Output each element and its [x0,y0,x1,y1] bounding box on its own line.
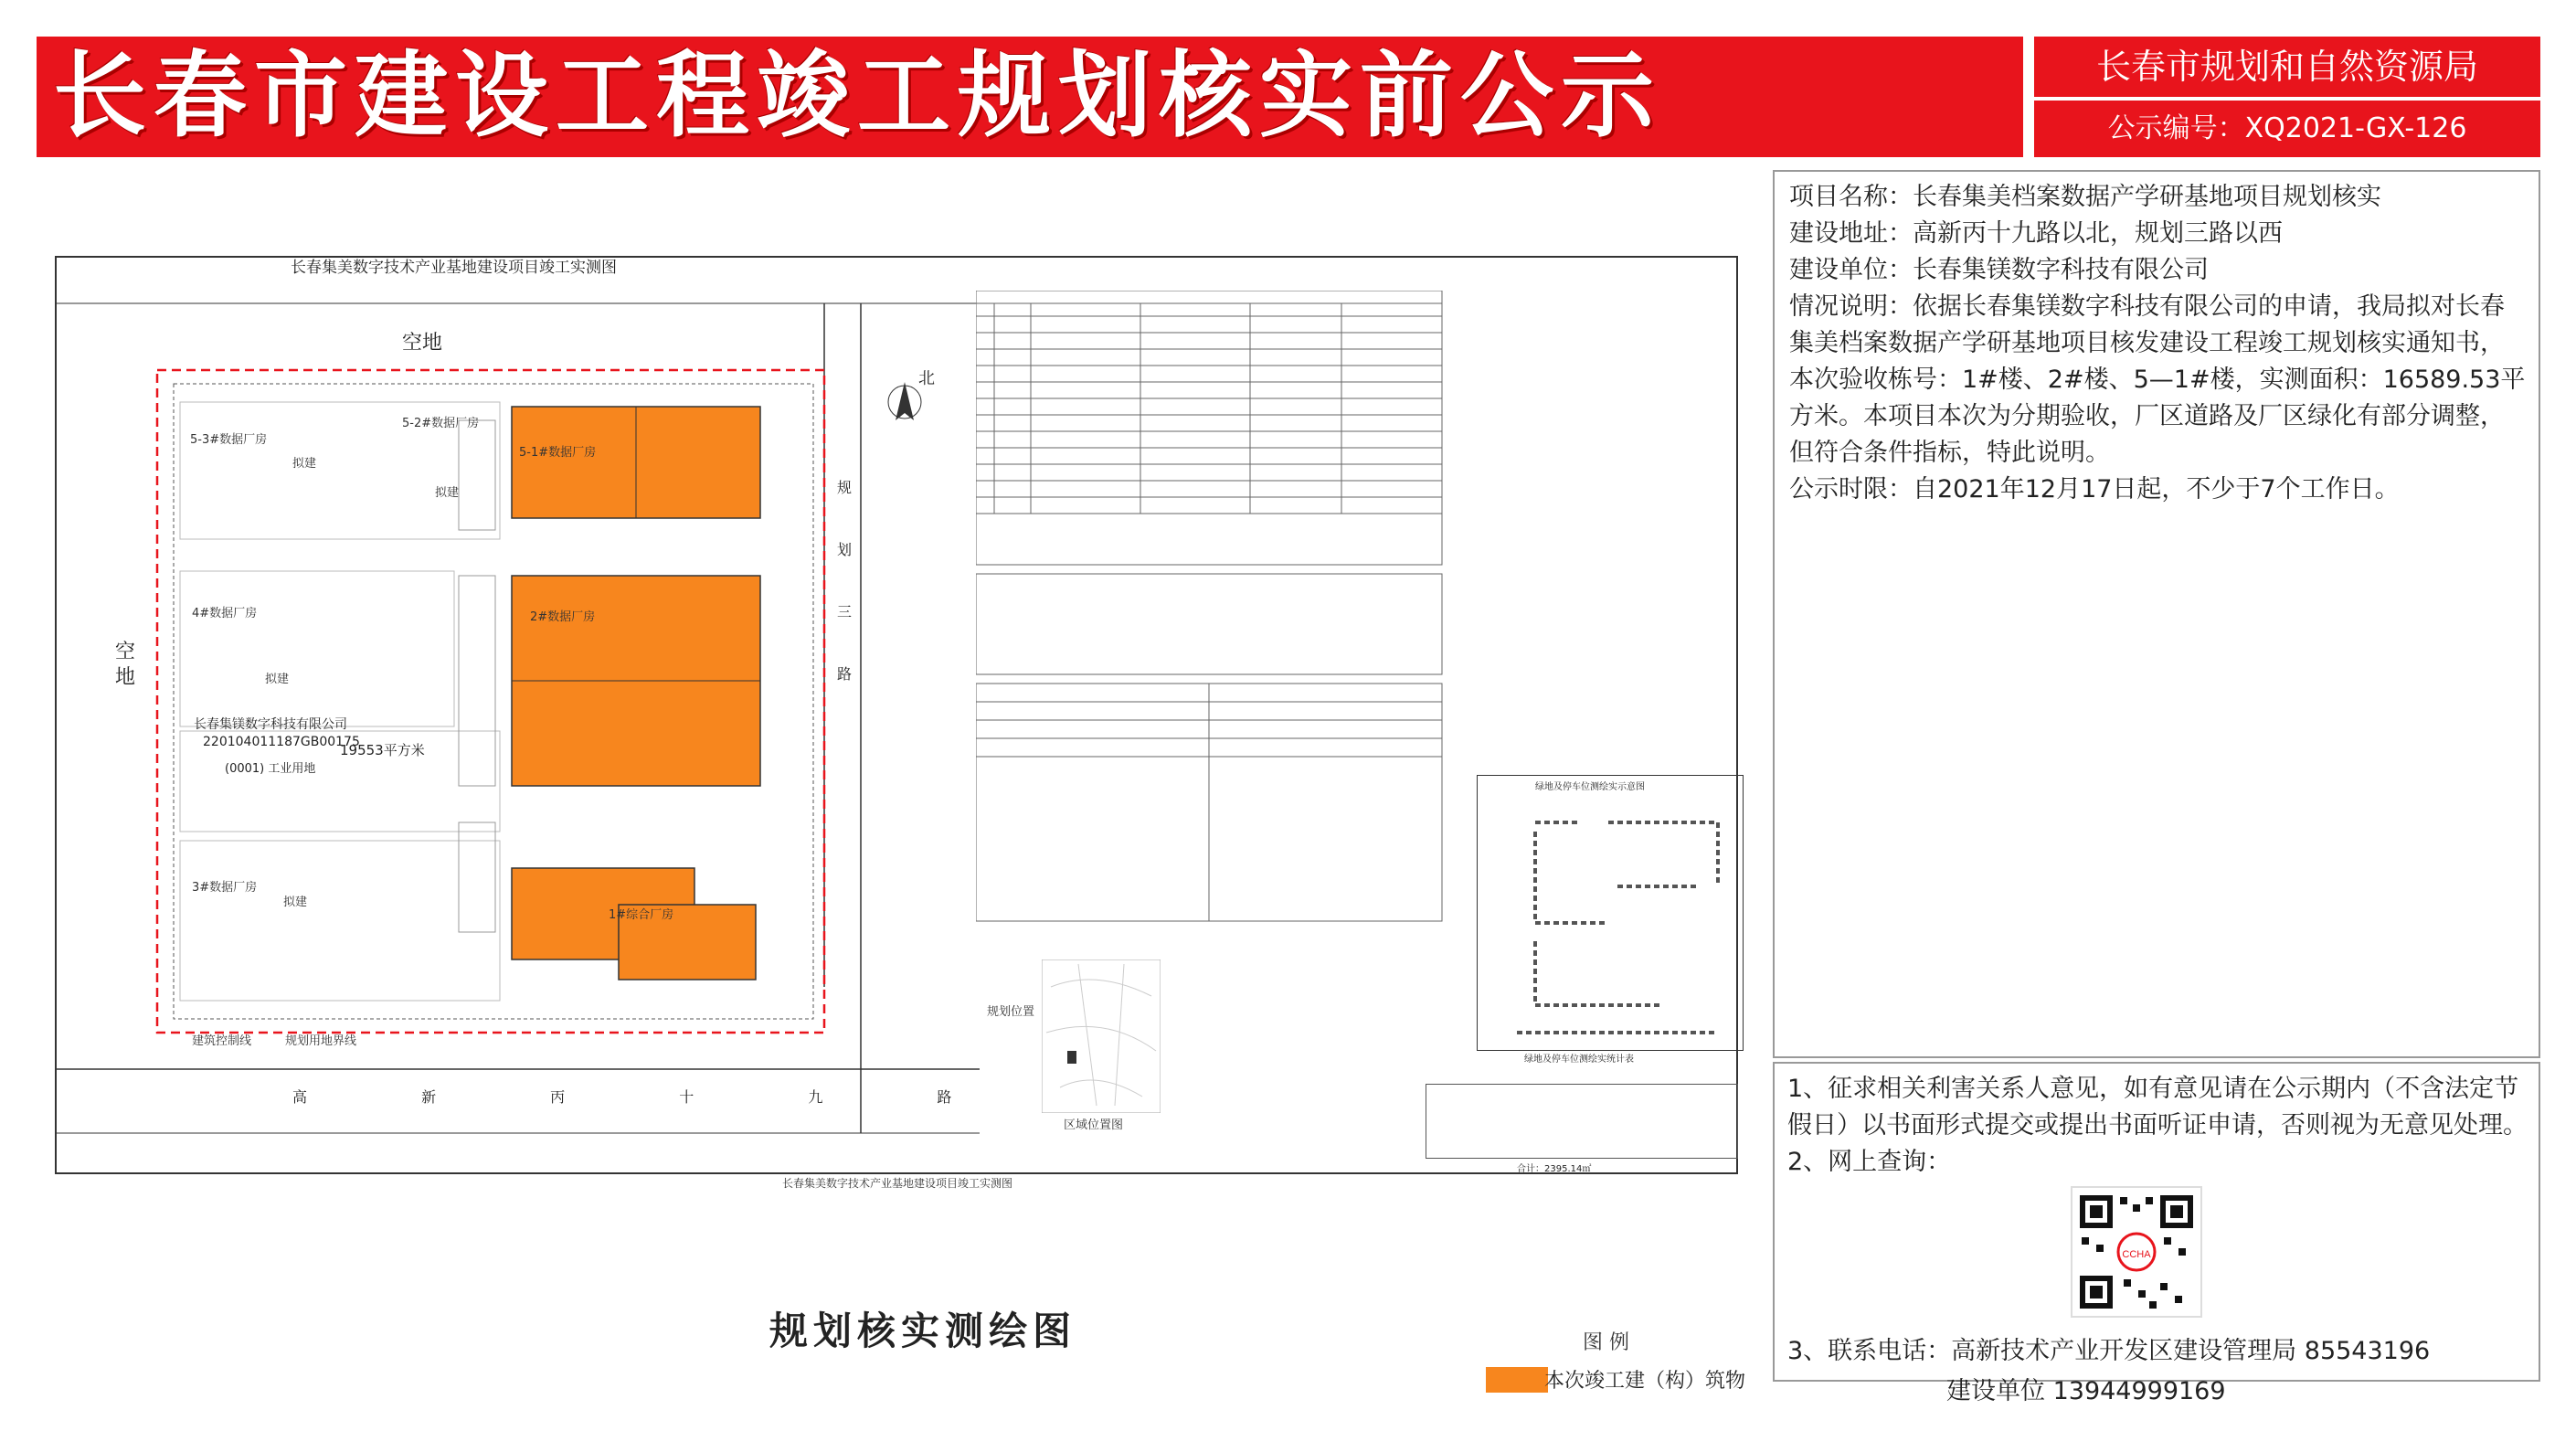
notice-item-3b: 建设单位 13944999169 [1946,1377,2226,1405]
label-road-right: 规 划 三 路 [837,479,853,683]
parcel-use: (0001) 工业用地 [225,762,316,776]
publication-period: 公示时限：自2021年12月17日起，不少于7个工作日。 [1789,475,2400,504]
qr-icon [2072,1188,2200,1316]
green-total: 合计：2395.14㎡ [1517,1164,1592,1174]
qr-code[interactable] [2071,1186,2202,1318]
legend-label: 本次竣工建（构）筑物 [1544,1370,1746,1393]
project-name: 项目名称：长春集美档案数据产学研基地项目规划核实 [1789,183,2381,211]
label-empty-left: 空地 [115,641,136,689]
label-empty-top: 空地 [402,332,443,355]
drawing-bottom-caption: 长春集美数字技术产业基地建设项目竣工实测图 [782,1177,1013,1190]
label-bldg-5-1: 5-1#数据厂房 [519,446,597,460]
green-area-sketch [1480,795,1736,1042]
location-map [1042,959,1161,1113]
publication-number: 公示编号：XQ2021-GX-126 [2034,101,2540,157]
parcel-number: 220104011187GB00175 [203,735,360,749]
site-plan-title: 长春集美数字技术产业基地建设项目竣工实测图 [291,259,617,277]
parcel-owner: 长春集镁数字科技有限公司 [194,717,347,732]
north-label: 北 [918,369,935,388]
label-planned-2: 拟建 [265,673,290,686]
label-land-line: 规划用地界线 [285,1034,357,1048]
label-bldg-3: 3#数据厂房 [192,881,258,895]
main-caption: 规划核实测绘图 [769,1309,1077,1353]
project-address: 建设地址：高新丙十九路以北，规划三路以西 [1789,219,2283,248]
legend-title: 图 例 [1583,1331,1629,1354]
label-road-bottom: 高 新 丙 十 九 路 [292,1088,989,1106]
qr-label: CCHA [2122,1249,2151,1260]
label-bldg-4: 4#数据厂房 [192,607,258,620]
location-caption: 区域位置图 [1064,1118,1124,1132]
indicator-tables [976,291,1451,930]
notice-item-3: 3、联系电话：高新技术产业开发区建设管理局 85543196 [1787,1337,2431,1365]
label-bldg-5-3: 5-3#数据厂房 [190,433,268,447]
legend-swatch [1486,1367,1548,1393]
project-builder: 建设单位：长春集镁数字科技有限公司 [1789,256,2209,284]
green-area-title: 绿地及停车位测绘实示意图 [1535,782,1645,792]
green-calc-title: 绿地及停车位测绘实统计表 [1524,1055,1634,1065]
project-info-text [1789,179,2528,508]
notice-text [1787,1071,2529,1181]
label-planned-3: 拟建 [283,896,308,909]
label-planned-4: 拟建 [435,486,460,500]
label-bldg-1: 1#综合厂房 [609,908,674,922]
location-title: 规划位置 [987,1005,1035,1019]
project-description: 情况说明：依据长春集镁数字科技有限公司的申请，我局拟对长春集美档案数据产学研基地项目核发建设工程竣工规划核实通知书，本次验收栋号：1#楼、2#楼、5—1#楼，实测面积：16589.53平方米。本项目本次为分期验收，厂区道路及厂区绿化有部分调整，但符合条件指标，特此说明。 [1789,292,2526,467]
label-planned-1: 拟建 [292,457,317,471]
agency-name: 长春市规划和自然资源局 [2034,37,2540,97]
notice-item-1: 1、征求相关利害关系人意见，如有意见请在公示期内（不含法定节假日）以书面形式提交或提出书面听证申请，否则视为无意见处理。 [1787,1075,2528,1140]
label-bldg-5-2: 5-2#数据厂房 [402,417,480,430]
label-bldg-2: 2#数据厂房 [530,610,596,624]
notice-item-2: 2、网上查询： [1787,1148,1952,1176]
label-control-line: 建筑控制线 [192,1034,252,1048]
green-calc-table [1426,1084,1738,1159]
page-title: 长春市建设工程竣工规划核实前公示 [53,42,1661,151]
parcel-area: 19553平方米 [340,742,425,758]
